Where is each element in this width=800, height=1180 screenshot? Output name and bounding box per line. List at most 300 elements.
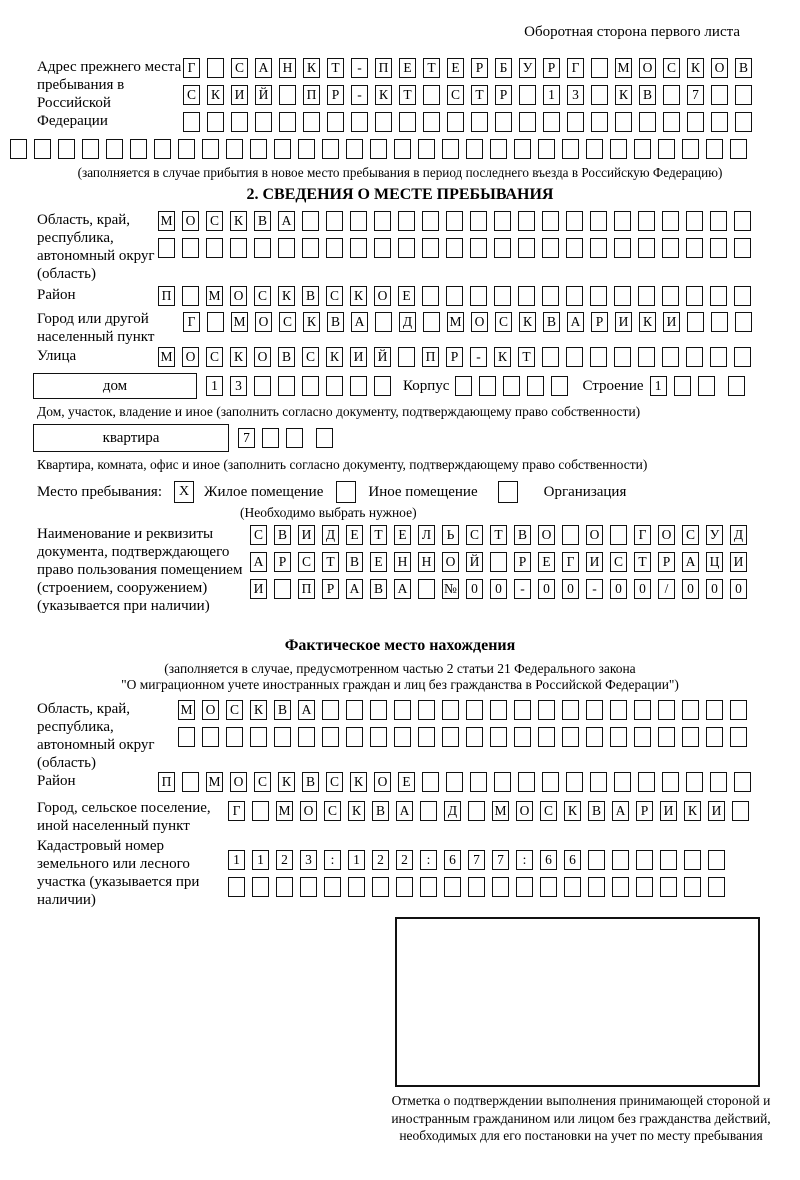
char-box[interactable] (372, 877, 389, 897)
char-box[interactable]: 6 (444, 850, 461, 870)
char-box[interactable] (444, 877, 461, 897)
char-box[interactable] (466, 139, 483, 159)
char-box[interactable]: В (274, 700, 291, 720)
char-box[interactable]: М (158, 347, 175, 367)
char-box[interactable]: Д (322, 525, 339, 545)
char-box[interactable] (255, 112, 272, 132)
char-box[interactable]: Р (543, 58, 560, 78)
char-box[interactable]: Р (327, 85, 344, 105)
char-box[interactable] (494, 286, 511, 306)
char-box[interactable] (82, 139, 99, 159)
char-box[interactable] (423, 85, 440, 105)
char-box[interactable] (634, 139, 651, 159)
char-box[interactable]: А (351, 312, 368, 332)
char-box[interactable] (375, 112, 392, 132)
char-box[interactable]: И (730, 552, 747, 572)
char-box[interactable] (734, 286, 751, 306)
char-box[interactable]: Е (394, 525, 411, 545)
char-box[interactable]: О (230, 286, 247, 306)
char-box[interactable]: М (178, 700, 195, 720)
char-box[interactable] (202, 727, 219, 747)
char-box[interactable]: 1 (650, 376, 667, 396)
char-box[interactable]: О (182, 211, 199, 231)
char-box[interactable] (300, 877, 317, 897)
char-box[interactable]: 1 (228, 850, 245, 870)
char-box[interactable] (490, 727, 507, 747)
char-box[interactable] (518, 211, 535, 231)
char-box[interactable]: В (735, 58, 752, 78)
char-box[interactable] (302, 211, 319, 231)
char-box[interactable]: Г (567, 58, 584, 78)
char-box[interactable]: Т (399, 85, 416, 105)
char-box[interactable] (468, 801, 485, 821)
char-box[interactable] (422, 286, 439, 306)
char-box[interactable] (207, 112, 224, 132)
char-box[interactable] (734, 211, 751, 231)
char-box[interactable]: Е (346, 525, 363, 545)
char-box[interactable] (538, 139, 555, 159)
char-box[interactable] (394, 727, 411, 747)
char-box[interactable]: С (466, 525, 483, 545)
char-box[interactable]: О (182, 347, 199, 367)
char-box[interactable]: О (255, 312, 272, 332)
char-box[interactable] (636, 850, 653, 870)
char-box[interactable]: П (158, 772, 175, 792)
char-box[interactable]: Т (327, 58, 344, 78)
char-box[interactable] (490, 700, 507, 720)
char-box[interactable]: К (350, 772, 367, 792)
char-box[interactable] (374, 376, 391, 396)
char-box[interactable]: У (706, 525, 723, 545)
char-box[interactable]: К (348, 801, 365, 821)
char-box[interactable] (706, 139, 723, 159)
char-box[interactable] (732, 801, 749, 821)
char-box[interactable] (182, 772, 199, 792)
char-box[interactable] (346, 727, 363, 747)
char-box[interactable]: О (374, 772, 391, 792)
char-box[interactable] (543, 112, 560, 132)
char-box[interactable] (514, 727, 531, 747)
char-box[interactable]: С (495, 312, 512, 332)
char-box[interactable] (730, 700, 747, 720)
char-box[interactable]: В (639, 85, 656, 105)
char-box[interactable]: У (519, 58, 536, 78)
char-box[interactable]: В (302, 772, 319, 792)
char-box[interactable]: - (351, 58, 368, 78)
char-box[interactable]: К (326, 347, 343, 367)
char-box[interactable] (302, 376, 319, 396)
char-box[interactable]: Т (634, 552, 651, 572)
char-box[interactable]: Г (183, 312, 200, 332)
char-box[interactable]: А (394, 579, 411, 599)
char-box[interactable] (346, 139, 363, 159)
char-box[interactable]: - (351, 85, 368, 105)
char-box[interactable] (130, 139, 147, 159)
char-box[interactable] (327, 112, 344, 132)
char-box[interactable] (34, 139, 51, 159)
char-box[interactable]: 2 (396, 850, 413, 870)
char-box[interactable]: К (278, 286, 295, 306)
char-box[interactable] (591, 85, 608, 105)
char-box[interactable]: 0 (706, 579, 723, 599)
char-box[interactable] (686, 347, 703, 367)
char-box[interactable] (566, 238, 583, 258)
char-box[interactable]: В (278, 347, 295, 367)
char-box[interactable] (519, 85, 536, 105)
char-box[interactable] (734, 772, 751, 792)
char-box[interactable] (207, 58, 224, 78)
char-box[interactable]: С (254, 772, 271, 792)
char-box[interactable] (326, 238, 343, 258)
char-box[interactable]: 3 (230, 376, 247, 396)
char-box[interactable]: С (324, 801, 341, 821)
char-box[interactable] (207, 312, 224, 332)
char-box[interactable] (10, 139, 27, 159)
residential-checkbox[interactable]: X (174, 481, 194, 503)
char-box[interactable] (735, 112, 752, 132)
char-box[interactable] (566, 772, 583, 792)
char-box[interactable]: О (586, 525, 603, 545)
char-box[interactable]: И (660, 801, 677, 821)
char-box[interactable] (326, 211, 343, 231)
char-box[interactable]: 0 (490, 579, 507, 599)
char-box[interactable]: В (302, 286, 319, 306)
char-box[interactable] (636, 877, 653, 897)
char-box[interactable]: - (470, 347, 487, 367)
char-box[interactable] (370, 139, 387, 159)
char-box[interactable]: С (682, 525, 699, 545)
char-box[interactable] (662, 347, 679, 367)
char-box[interactable]: Р (322, 579, 339, 599)
char-box[interactable] (542, 211, 559, 231)
char-box[interactable]: О (516, 801, 533, 821)
char-box[interactable]: Р (514, 552, 531, 572)
char-box[interactable]: 0 (682, 579, 699, 599)
char-box[interactable]: Г (183, 58, 200, 78)
char-box[interactable] (663, 112, 680, 132)
char-box[interactable]: Р (274, 552, 291, 572)
char-box[interactable]: К (564, 801, 581, 821)
char-box[interactable] (687, 312, 704, 332)
char-box[interactable] (442, 727, 459, 747)
char-box[interactable] (566, 211, 583, 231)
char-box[interactable] (206, 238, 223, 258)
char-box[interactable]: Е (538, 552, 555, 572)
char-box[interactable] (350, 238, 367, 258)
char-box[interactable] (278, 376, 295, 396)
char-box[interactable] (455, 376, 472, 396)
char-box[interactable] (158, 238, 175, 258)
char-box[interactable]: В (254, 211, 271, 231)
char-box[interactable]: В (327, 312, 344, 332)
char-box[interactable]: П (158, 286, 175, 306)
char-box[interactable] (615, 112, 632, 132)
char-box[interactable] (662, 238, 679, 258)
char-box[interactable] (494, 238, 511, 258)
char-box[interactable] (527, 376, 544, 396)
char-box[interactable] (202, 139, 219, 159)
char-box[interactable] (710, 347, 727, 367)
char-box[interactable] (250, 139, 267, 159)
char-box[interactable] (710, 211, 727, 231)
char-box[interactable] (660, 850, 677, 870)
char-box[interactable] (396, 877, 413, 897)
char-box[interactable] (370, 700, 387, 720)
char-box[interactable] (492, 877, 509, 897)
char-box[interactable]: О (658, 525, 675, 545)
char-box[interactable]: 2 (276, 850, 293, 870)
char-box[interactable] (590, 211, 607, 231)
other-premises-checkbox[interactable] (336, 481, 356, 503)
char-box[interactable] (735, 312, 752, 332)
char-box[interactable]: А (682, 552, 699, 572)
char-box[interactable] (262, 428, 279, 448)
char-box[interactable] (562, 700, 579, 720)
char-box[interactable]: Д (730, 525, 747, 545)
char-box[interactable]: В (370, 579, 387, 599)
char-box[interactable] (394, 139, 411, 159)
char-box[interactable]: А (396, 801, 413, 821)
char-box[interactable]: 7 (492, 850, 509, 870)
char-box[interactable] (614, 772, 631, 792)
char-box[interactable] (494, 211, 511, 231)
char-box[interactable]: Т (490, 525, 507, 545)
char-box[interactable] (350, 376, 367, 396)
char-box[interactable] (518, 286, 535, 306)
char-box[interactable] (423, 312, 440, 332)
char-box[interactable]: 0 (562, 579, 579, 599)
char-box[interactable] (446, 238, 463, 258)
char-box[interactable]: О (711, 58, 728, 78)
char-box[interactable] (590, 286, 607, 306)
char-box[interactable] (495, 112, 512, 132)
char-box[interactable] (394, 700, 411, 720)
char-box[interactable] (303, 112, 320, 132)
char-box[interactable]: С (206, 347, 223, 367)
char-box[interactable]: П (422, 347, 439, 367)
char-box[interactable]: К (615, 85, 632, 105)
char-box[interactable] (351, 112, 368, 132)
char-box[interactable] (446, 772, 463, 792)
char-box[interactable]: К (350, 286, 367, 306)
char-box[interactable] (687, 112, 704, 132)
char-box[interactable] (706, 727, 723, 747)
char-box[interactable]: 0 (466, 579, 483, 599)
char-box[interactable]: Ь (442, 525, 459, 545)
char-box[interactable]: А (278, 211, 295, 231)
char-box[interactable]: А (346, 579, 363, 599)
char-box[interactable] (423, 112, 440, 132)
char-box[interactable] (252, 801, 269, 821)
char-box[interactable] (398, 347, 415, 367)
char-box[interactable] (588, 877, 605, 897)
char-box[interactable] (566, 347, 583, 367)
char-box[interactable] (516, 877, 533, 897)
char-box[interactable] (302, 238, 319, 258)
char-box[interactable]: М (276, 801, 293, 821)
char-box[interactable]: Е (399, 58, 416, 78)
char-box[interactable]: К (207, 85, 224, 105)
char-box[interactable] (614, 347, 631, 367)
char-box[interactable] (418, 579, 435, 599)
char-box[interactable]: : (420, 850, 437, 870)
char-box[interactable] (638, 211, 655, 231)
char-box[interactable]: - (586, 579, 603, 599)
char-box[interactable]: 1 (543, 85, 560, 105)
char-box[interactable]: К (303, 312, 320, 332)
char-box[interactable] (178, 139, 195, 159)
char-box[interactable] (324, 877, 341, 897)
char-box[interactable] (374, 238, 391, 258)
char-box[interactable]: О (254, 347, 271, 367)
char-box[interactable]: О (230, 772, 247, 792)
char-box[interactable] (711, 312, 728, 332)
char-box[interactable] (470, 286, 487, 306)
char-box[interactable]: И (298, 525, 315, 545)
char-box[interactable]: Е (398, 286, 415, 306)
char-box[interactable] (634, 700, 651, 720)
char-box[interactable] (588, 850, 605, 870)
char-box[interactable] (710, 286, 727, 306)
char-box[interactable] (686, 286, 703, 306)
char-box[interactable] (614, 286, 631, 306)
char-box[interactable]: С (326, 772, 343, 792)
char-box[interactable] (422, 772, 439, 792)
char-box[interactable] (551, 376, 568, 396)
char-box[interactable] (399, 112, 416, 132)
char-box[interactable] (226, 139, 243, 159)
char-box[interactable] (708, 850, 725, 870)
char-box[interactable] (658, 700, 675, 720)
char-box[interactable]: П (375, 58, 392, 78)
char-box[interactable]: М (206, 286, 223, 306)
char-box[interactable] (418, 139, 435, 159)
char-box[interactable]: - (514, 579, 531, 599)
char-box[interactable] (254, 376, 271, 396)
char-box[interactable]: 7 (238, 428, 255, 448)
char-box[interactable] (682, 139, 699, 159)
char-box[interactable] (638, 238, 655, 258)
char-box[interactable] (710, 772, 727, 792)
char-box[interactable]: В (543, 312, 560, 332)
char-box[interactable] (228, 877, 245, 897)
char-box[interactable] (684, 850, 701, 870)
char-box[interactable]: К (230, 347, 247, 367)
char-box[interactable] (518, 238, 535, 258)
char-box[interactable]: 0 (610, 579, 627, 599)
char-box[interactable] (586, 700, 603, 720)
char-box[interactable] (610, 525, 627, 545)
char-box[interactable] (422, 238, 439, 258)
char-box[interactable] (370, 727, 387, 747)
char-box[interactable] (322, 700, 339, 720)
char-box[interactable]: Г (228, 801, 245, 821)
char-box[interactable]: Г (634, 525, 651, 545)
char-box[interactable] (564, 877, 581, 897)
char-box[interactable] (686, 211, 703, 231)
char-box[interactable] (286, 428, 303, 448)
char-box[interactable] (182, 286, 199, 306)
char-box[interactable] (562, 525, 579, 545)
char-box[interactable] (316, 428, 333, 448)
char-box[interactable] (490, 552, 507, 572)
char-box[interactable] (686, 772, 703, 792)
char-box[interactable] (735, 85, 752, 105)
char-box[interactable] (442, 700, 459, 720)
char-box[interactable] (276, 877, 293, 897)
char-box[interactable] (447, 112, 464, 132)
char-box[interactable] (519, 112, 536, 132)
char-box[interactable]: 1 (206, 376, 223, 396)
char-box[interactable]: К (250, 700, 267, 720)
char-box[interactable] (346, 700, 363, 720)
char-box[interactable] (420, 877, 437, 897)
char-box[interactable] (420, 801, 437, 821)
char-box[interactable] (279, 112, 296, 132)
char-box[interactable] (398, 238, 415, 258)
char-box[interactable] (662, 211, 679, 231)
char-box[interactable]: И (615, 312, 632, 332)
char-box[interactable] (178, 727, 195, 747)
char-box[interactable]: Й (374, 347, 391, 367)
char-box[interactable]: М (231, 312, 248, 332)
char-box[interactable]: Т (423, 58, 440, 78)
char-box[interactable]: О (639, 58, 656, 78)
char-box[interactable] (562, 727, 579, 747)
char-box[interactable] (566, 286, 583, 306)
char-box[interactable]: 3 (300, 850, 317, 870)
char-box[interactable]: П (298, 579, 315, 599)
char-box[interactable]: А (250, 552, 267, 572)
char-box[interactable]: Н (279, 58, 296, 78)
char-box[interactable] (730, 139, 747, 159)
char-box[interactable] (590, 772, 607, 792)
char-box[interactable]: С (183, 85, 200, 105)
organization-checkbox[interactable] (498, 481, 518, 503)
char-box[interactable] (254, 238, 271, 258)
char-box[interactable] (446, 286, 463, 306)
char-box[interactable] (538, 700, 555, 720)
char-box[interactable]: С (298, 552, 315, 572)
char-box[interactable] (698, 376, 715, 396)
char-box[interactable] (538, 727, 555, 747)
char-box[interactable] (542, 238, 559, 258)
char-box[interactable] (418, 727, 435, 747)
char-box[interactable] (710, 238, 727, 258)
char-box[interactable] (348, 877, 365, 897)
char-box[interactable]: : (324, 850, 341, 870)
char-box[interactable]: К (639, 312, 656, 332)
char-box[interactable] (730, 727, 747, 747)
char-box[interactable] (638, 772, 655, 792)
char-box[interactable]: Т (471, 85, 488, 105)
char-box[interactable] (638, 286, 655, 306)
char-box[interactable]: К (375, 85, 392, 105)
char-box[interactable] (374, 211, 391, 231)
char-box[interactable]: К (519, 312, 536, 332)
char-box[interactable] (518, 772, 535, 792)
char-box[interactable]: В (588, 801, 605, 821)
char-box[interactable]: 0 (730, 579, 747, 599)
char-box[interactable] (470, 211, 487, 231)
char-box[interactable]: О (538, 525, 555, 545)
char-box[interactable]: С (250, 525, 267, 545)
char-box[interactable] (418, 700, 435, 720)
char-box[interactable] (662, 772, 679, 792)
char-box[interactable]: М (492, 801, 509, 821)
char-box[interactable]: № (442, 579, 459, 599)
char-box[interactable] (466, 700, 483, 720)
